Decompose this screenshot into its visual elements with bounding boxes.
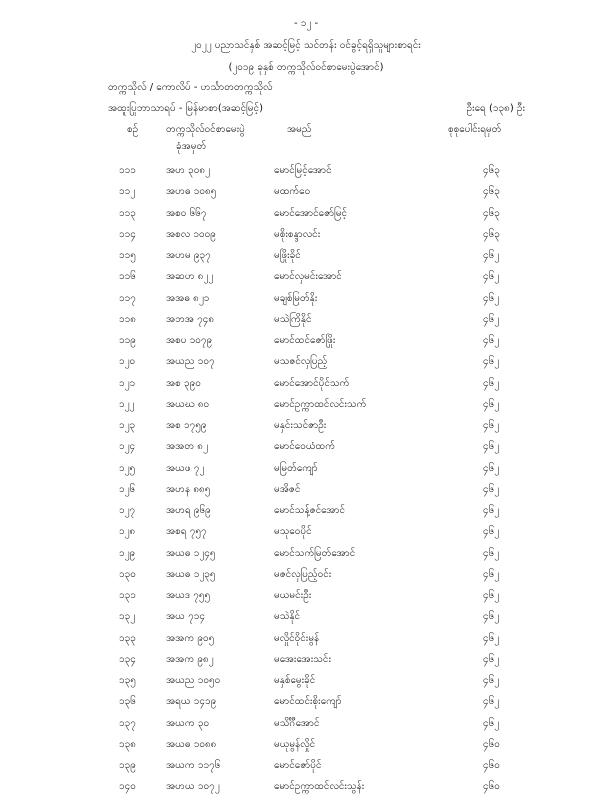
table-row bbox=[0, 779, 612, 800]
roll-number: အဟမ ၉၃၇ bbox=[166, 250, 211, 261]
row-number: ၁၂၃ bbox=[119, 420, 136, 431]
roll-number: အယက ၃၀ bbox=[166, 717, 210, 729]
roll-number: အယက ၁၁၇၆ bbox=[166, 760, 221, 771]
roll-number: အစဝ ၆၆၇ bbox=[166, 207, 207, 219]
roll-number: အစ ၁၇၅၉ bbox=[166, 420, 207, 431]
student-name: မောင်မြင့်အောင် bbox=[274, 165, 332, 176]
student-name: မောင်ထင်ဇော်ဖြိုး bbox=[274, 335, 336, 346]
total-mark: ၄၆၂ bbox=[483, 526, 500, 538]
roll-number: အဟယ ၁၀၇၂ bbox=[166, 781, 220, 793]
total-mark: ၄၆၂ bbox=[483, 398, 500, 410]
total-mark: ၄၆၃ bbox=[483, 207, 500, 219]
student-name: မသိင်္ဂီအောင် bbox=[274, 717, 320, 729]
results-table bbox=[0, 163, 612, 801]
table-row bbox=[0, 503, 612, 524]
table-row bbox=[0, 376, 612, 397]
total-mark: ၄၆၂ bbox=[483, 462, 500, 474]
row-number: ၁၁၃ bbox=[119, 207, 136, 219]
student-name: မသဲနိုင် bbox=[274, 611, 301, 623]
header-roll-line2: ခုံအမှတ် bbox=[176, 141, 207, 152]
table-row bbox=[0, 227, 612, 248]
roll-number: အဆဟ ၈၂၂ bbox=[166, 271, 214, 283]
student-name: မအေးအေးသင်း bbox=[274, 653, 331, 665]
table-row bbox=[0, 758, 612, 779]
header-mark: စုစုပေါင်းရမှတ် bbox=[448, 124, 502, 135]
student-name: မောင်လှမင်းအောင် bbox=[274, 271, 342, 283]
student-name: မောင်သန့်ဇင်အောင် bbox=[274, 505, 346, 516]
row-number: ၁၃၁ bbox=[119, 590, 136, 601]
student-name: မောင်အောင်ဇော်မြင့် bbox=[274, 207, 348, 219]
table-row bbox=[0, 163, 612, 184]
table-row bbox=[0, 567, 612, 588]
total-mark: ၄၆၂ bbox=[483, 292, 500, 304]
total-mark: ၄၆၂ bbox=[483, 250, 500, 261]
row-number: ၁၂၇ bbox=[119, 505, 136, 516]
row-number: ၁၂၁ bbox=[119, 377, 136, 389]
university-line: တက္ကသိုလ် / ကောလိပ် - ဟင်္သာတတက္ကသိုလ် bbox=[108, 82, 273, 93]
roll-number: အဟန ၈၈၅ bbox=[166, 483, 211, 495]
total-mark: ၄၆၂ bbox=[483, 590, 500, 601]
roll-number: အအက ၉၈၂ bbox=[166, 653, 214, 665]
header-roll-line1: တက္ကသိုလ်ဝင်စာမေးပွဲ bbox=[166, 124, 245, 135]
row-number: ၁၃၅ bbox=[119, 675, 136, 686]
row-number: ၁၂၉ bbox=[119, 547, 136, 559]
student-name: မဖြိုးခိုင် bbox=[274, 250, 301, 261]
table-row bbox=[0, 673, 612, 694]
total-mark: ၄၆၂ bbox=[483, 271, 500, 283]
student-name: မစိုးစန္ဒာလင်း bbox=[274, 228, 321, 240]
total-mark: ၄၆၂ bbox=[483, 717, 500, 729]
table-row bbox=[0, 418, 612, 439]
row-number: ၁၁၂ bbox=[119, 186, 136, 198]
total-mark: ၄၆၂ bbox=[483, 420, 500, 431]
student-name: မသဲကြိနိုင် bbox=[274, 313, 312, 325]
roll-number: အယ ၇၁၄ bbox=[166, 611, 205, 623]
total-mark: ၄၆၀ bbox=[483, 781, 500, 793]
roll-number: အဟဓ ၁၀၈၅ bbox=[166, 186, 217, 198]
table-row bbox=[0, 546, 612, 567]
table-row bbox=[0, 609, 612, 630]
table-row bbox=[0, 461, 612, 482]
student-name: မလှိုင်ဝိုင်းမွန် bbox=[274, 632, 320, 644]
roll-number: အစရ ၇၅၇ bbox=[166, 526, 207, 538]
total-mark: ၄၆၂ bbox=[483, 611, 500, 623]
table-row bbox=[0, 354, 612, 375]
table-row bbox=[0, 291, 612, 312]
student-name: မနှစ်မွေးခိုင် bbox=[274, 675, 316, 686]
table-row bbox=[0, 397, 612, 418]
row-number: ၁၄၀ bbox=[119, 781, 136, 793]
table-row bbox=[0, 524, 612, 545]
row-number: ၁၃၇ bbox=[119, 717, 136, 729]
row-number: ၁၁၉ bbox=[119, 335, 136, 346]
total-mark: ၄၆၂ bbox=[483, 483, 500, 495]
quota-label: ဦးရေ (၁၃၈) ဦး bbox=[466, 103, 525, 114]
student-name: မဇင်လှပြည့်ဝင်း bbox=[274, 568, 332, 580]
row-number: ၁၁၅ bbox=[119, 250, 136, 261]
student-name: မောင်အောင်ပိုင်သက် bbox=[274, 377, 350, 389]
row-number: ၁၃၉ bbox=[119, 760, 136, 771]
roll-number: အဟ ၃၀၈၂ bbox=[166, 165, 211, 176]
header-no: စဉ် bbox=[127, 124, 139, 135]
roll-number: အယဓ ၁၂၄၅ bbox=[166, 547, 216, 559]
total-mark: ၄၆၂ bbox=[483, 505, 500, 516]
roll-number: အဟရ ၉၆၉ bbox=[166, 505, 211, 516]
total-mark: ၄၆၂ bbox=[483, 356, 500, 368]
student-name: မနှင်းသင်ဇာဦး bbox=[274, 420, 327, 431]
table-row bbox=[0, 716, 612, 737]
student-name: မယုမွန်လှိုင် bbox=[274, 738, 316, 750]
row-number: ၁၁၈ bbox=[119, 313, 136, 325]
total-mark: ၄၆၂ bbox=[483, 335, 500, 346]
table-row bbox=[0, 439, 612, 460]
total-mark: ၄၆၂ bbox=[483, 675, 500, 686]
table-row bbox=[0, 588, 612, 609]
table-row bbox=[0, 482, 612, 503]
student-name: မယမင်းဦး bbox=[274, 590, 312, 601]
table-row bbox=[0, 631, 612, 652]
total-mark: ၄၆၃ bbox=[483, 186, 500, 198]
roll-number: အယဓ ၁၂၃၅ bbox=[166, 568, 216, 580]
document-title: ၂၀၂၂ ပညာသင်နှစ် အဆင့်မြင့် သင်တန်း ဝင်ခွင့်ရရှိသူများစာရင်း bbox=[191, 40, 421, 51]
table-row bbox=[0, 248, 612, 269]
total-mark: ၄၆၂ bbox=[483, 441, 500, 453]
total-mark: ၄၆၂ bbox=[483, 547, 500, 559]
total-mark: ၄၆၂ bbox=[483, 568, 500, 580]
roll-number: အယဓ ၁၀၈၈ bbox=[166, 738, 217, 750]
row-number: ၁၂၈ bbox=[119, 526, 136, 538]
student-name: မောင်သက်မြတ်အောင် bbox=[274, 547, 356, 559]
row-number: ၁၃၂ bbox=[119, 611, 136, 623]
total-mark: ၄၆၀ bbox=[483, 760, 500, 771]
table-row bbox=[0, 206, 612, 227]
roll-number: အအက ၉၀၅ bbox=[166, 632, 215, 644]
student-name: မောင်ဥက္ကာထင်လင်းသက် bbox=[274, 398, 367, 410]
row-number: ၁၁၇ bbox=[119, 292, 136, 304]
roll-number: အစလ ၁၀၀၉ bbox=[166, 228, 216, 240]
row-number: ၁၂၀ bbox=[119, 356, 136, 368]
total-mark: ၄၆၃ bbox=[483, 228, 500, 240]
table-row bbox=[0, 737, 612, 758]
row-number: ၁၁၆ bbox=[119, 271, 136, 283]
roll-number: အယဖ ၇၂ bbox=[166, 462, 205, 474]
document-subtitle: (၂၀၁၉ ခုနှစ် တက္ကသိုလ်ဝင်စာမေးပွဲအောင်) bbox=[228, 62, 384, 73]
row-number: ၁၃၈ bbox=[119, 738, 136, 750]
row-number: ၁၂၂ bbox=[119, 398, 135, 410]
total-mark: ၄၆၂ bbox=[483, 653, 500, 665]
total-mark: ၄၆၀ bbox=[483, 738, 500, 750]
student-name: မထက်ဝေ bbox=[274, 186, 311, 198]
total-mark: ၄၆၃ bbox=[483, 165, 500, 176]
row-number: ၁၂၆ bbox=[119, 483, 136, 495]
table-row bbox=[0, 269, 612, 290]
roll-number: အယည ၁၀၅၀ bbox=[166, 675, 221, 686]
student-name: မောင်ဥက္ကာထင်လင်းသွန်း bbox=[274, 781, 365, 793]
row-number: ၁၃၄ bbox=[119, 653, 136, 665]
row-number: ၁၁၁ bbox=[119, 165, 136, 176]
student-name: မောင်ထင်းစိုးကျော် bbox=[274, 696, 342, 708]
total-mark: ၄၆၂ bbox=[483, 632, 500, 644]
row-number: ၁၂၄ bbox=[119, 441, 136, 453]
student-name: မအိဇင် bbox=[274, 483, 301, 495]
roll-number: အယဃ ၈၀ bbox=[166, 398, 210, 410]
roll-number: အအတ ၈၂ bbox=[166, 441, 208, 453]
student-name: မချစ်မြတ်နိုး bbox=[274, 292, 318, 304]
total-mark: ၄၆၂ bbox=[483, 313, 500, 325]
header-name: အမည် bbox=[287, 124, 312, 135]
roll-number: အယဒ ၇၅၅ bbox=[166, 590, 211, 601]
roll-number: အရယ ၁၄၁၉ bbox=[166, 696, 217, 708]
roll-number: အအဓ ၈၂၁ bbox=[166, 292, 210, 304]
table-row bbox=[0, 652, 612, 673]
total-mark: ၄၆၂ bbox=[483, 696, 500, 708]
student-name: မသုဝေပိုင် bbox=[274, 526, 312, 538]
roll-number: အစပ ၁၀၇၉ bbox=[166, 335, 213, 346]
total-mark: ၄၆၂ bbox=[483, 377, 500, 389]
student-name: မောင်ဇော်ပိုင် bbox=[274, 760, 322, 771]
roll-number: အဘအ ၇၄၈ bbox=[166, 313, 215, 325]
student-name: မသဇင်လှပြည့် bbox=[274, 356, 328, 368]
table-row bbox=[0, 312, 612, 333]
roll-number: အစ ၃၉၀ bbox=[166, 377, 201, 389]
row-number: ၁၂၅ bbox=[119, 462, 136, 474]
row-number: ၁၃၃ bbox=[119, 632, 136, 644]
roll-number: အယည ၁၀၇ bbox=[166, 356, 215, 368]
student-name: မောင်ဝေယံထက် bbox=[274, 441, 336, 453]
row-number: ၁၃၀ bbox=[119, 568, 136, 580]
row-number: ၁၁၄ bbox=[119, 228, 136, 240]
table-row bbox=[0, 694, 612, 715]
page-number: - ၁၂ - bbox=[293, 18, 319, 29]
table-row bbox=[0, 184, 612, 205]
row-number: ၁၃၆ bbox=[119, 696, 136, 708]
student-name: မမြတ်ကျော် bbox=[274, 462, 318, 474]
table-row bbox=[0, 333, 612, 354]
subject-line: အထူးပြုဘာသာရပ် - မြန်မာစာ(အဆင့်မြင့်) bbox=[108, 103, 263, 114]
